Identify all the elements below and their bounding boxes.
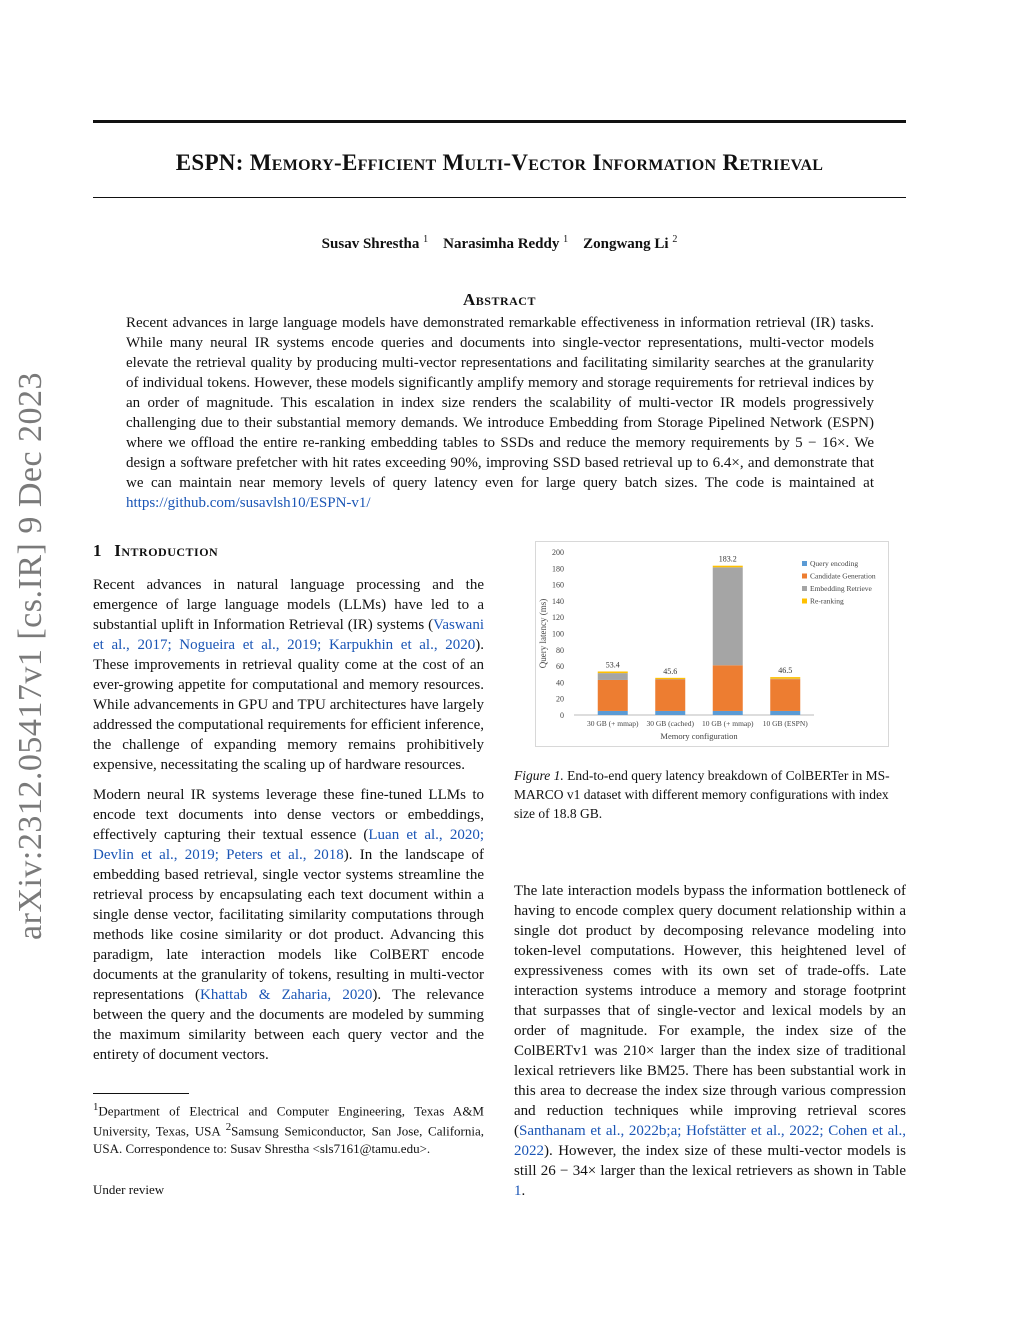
y-tick-label: 60: [556, 662, 564, 672]
intro-paragraph-2: Modern neural IR systems leverage these fine-tuned LLMs to encode text documents into dense vectors or embeddings, effectively capturing their textual essence (Luan et al., 2020; Devlin et al., 2019; Peters et al., 2018). In the landscape of embedding based retrieval, single vector systems streamline the retrieval process by encapsulating each text document within a single dense vector, facilitating similarity computations through methods like cosine similarity or dot product. Advancing this paradigm, late interaction models like ColBERT encode documents at the granularity of tokens, resulting in multi-vector representations (Khattab & Zaharia, 2020). The relevance between the query and the documents are modeled by summing the maximum similarity between each query vector and the entirety of document vectors.: [93, 787, 485, 1063]
legend-label: Embedding Retrieve: [810, 584, 872, 593]
y-tick-label: 120: [552, 613, 564, 623]
bar-total-label: 183.2: [718, 554, 737, 564]
x-axis-label: Memory configuration: [660, 731, 738, 741]
bar-total-label: 53.4: [605, 660, 620, 670]
citation-link[interactable]: Santhanam et al., 2022b;a; Hofstätter et al., 2022; Cohen et al., 2022: [514, 1123, 906, 1159]
y-tick-label: 100: [552, 629, 564, 639]
y-tick-label: 180: [552, 564, 564, 574]
title-bottom-rule: [93, 197, 906, 198]
y-tick-label: 80: [556, 645, 564, 655]
bar-total-label: 45.6: [663, 666, 678, 676]
x-tick-label: 10 GB (+ mmap): [701, 719, 754, 728]
bar-segment: [598, 680, 628, 711]
citation-link[interactable]: Vaswani et al., 2017; Nogueira et al., 2019; Karpukhin et al., 2020: [93, 617, 484, 653]
bar-segment: [598, 671, 628, 673]
citation-link[interactable]: Luan et al., 2020; Devlin et al., 2019; Peters et al., 2018: [93, 827, 484, 863]
code-link[interactable]: https://github.com/susavlsh10/ESPN-v1/: [126, 495, 371, 511]
bar-segment: [770, 711, 800, 715]
under-review-note: Under review: [93, 1182, 165, 1197]
y-tick-label: 0: [560, 711, 564, 720]
x-tick-label: 30 GB (cached): [646, 719, 694, 728]
latency-chart-svg: [536, 542, 888, 746]
title-top-rule: [93, 120, 906, 123]
author: Zongwang Li $^2$: [583, 234, 678, 252]
author-list: [93, 234, 906, 253]
section-heading: 1 Introduction: [93, 541, 219, 560]
bar-segment: [713, 665, 743, 711]
legend-label: Re-ranking: [810, 596, 844, 606]
paper-title: ESPN: Memory-Efficient Multi-Vector Information Retrieval: [175, 150, 824, 175]
citation-link[interactable]: Khattab & Zaharia, 2020: [200, 987, 373, 1003]
legend-label: Candidate Generation: [810, 571, 876, 581]
latency-chart: [535, 541, 889, 747]
bar-segment: [655, 678, 685, 679]
y-tick-label: 40: [556, 678, 564, 688]
bar-segment: [770, 677, 800, 679]
y-tick-label: 20: [556, 694, 564, 704]
bar-segment: [598, 673, 628, 680]
legend-swatch: [802, 599, 807, 604]
bar-total-label: 46.5: [778, 666, 793, 676]
bar-segment: [655, 711, 685, 715]
abstract-heading: Abstract: [463, 290, 536, 309]
left-column: [93, 575, 484, 1065]
y-tick-label: 160: [552, 580, 564, 590]
author: Susav Shrestha $^1$: [321, 234, 429, 252]
late-interaction-paragraph: The late interaction models bypass the information bottleneck of having to encode complex query document relationship within a single dot product by decomposing relevance modeling into token-level computations. However, this heightened level of expressiveness comes with its own set of trade-offs. Late interaction systems introduce a memory and storage footprint that surpasses that of single-vector and lexical models by an order of magnitude. For example, the index size of the ColBERTv1 was 210× larger than the index size of traditional lexical retrievers like BM25. There has been substantial work in this area to decrease the index size through various compression and reduction techniques while improving retrieval scores (Santhanam et al., 2022b;a; Hofstätter et al., 2022; Cohen et al., 2022). However, the index size of these multi-vector models is still 26 − 34× larger than the lexical retrievers as shown in Table 1.: [514, 883, 906, 1199]
x-tick-label: 30 GB (+ mmap): [586, 719, 639, 728]
bar-segment: [770, 679, 800, 711]
y-tick-label: 140: [552, 596, 564, 606]
x-tick-label: 10 GB (ESPN): [762, 719, 808, 728]
intro-paragraph-1: Recent advances in natural language processing and the emergence of large language models (LLMs) have led to a substantial uplift in Information Retrieval (IR) systems (Vaswani et al., 2017; Nogueira et al., 2019; Karpukhin et al., 2020). These improvements in retrieval quality come at the cost of an ever-growing appetite for computational and memory resources. While advancements in GPU and TPU architectures have largely addressed the computational requirements for efficient inference, the challenge of expanding memory remains prohibitively expensive, necessitating the scaling up of hardware resources.: [93, 577, 484, 773]
y-axis-label: Query latency (ms): [538, 598, 548, 669]
legend-swatch: [802, 574, 807, 579]
bar-segment: [598, 711, 628, 715]
bar-segment: [655, 679, 685, 710]
bar-segment: [713, 567, 743, 665]
right-column: [514, 881, 906, 1201]
bar-segment: [713, 566, 743, 568]
y-tick-label: 200: [552, 548, 564, 557]
legend-label: Query encoding: [810, 559, 859, 568]
figure-caption: Figure 1. End-to-end query latency breakdown of ColBERTer in MS-MARCO v1 dataset with different memory configurations with index size of 18.8 GB.: [514, 768, 890, 821]
bar-segment: [713, 711, 743, 715]
legend-swatch: [802, 586, 807, 591]
author: Narasimha Reddy $^1$: [443, 234, 569, 252]
arxiv-identifier: arXiv:2312.05417v1 [cs.IR] 9 Dec 2023: [12, 371, 49, 940]
table-reference-link[interactable]: 1: [514, 1183, 522, 1199]
footnote: $^1$Department of Electrical and Computer Engineering, Texas A&M University, Texas, USA $^2$Samsung Semiconductor, San Jose, California, USA. Correspondence to: Susav Shrestha <sls7161@tamu.edu>.: [93, 1101, 484, 1156]
footnote-rule: [93, 1093, 189, 1094]
legend-swatch: [802, 561, 807, 566]
abstract-body: Recent advances in large language models have demonstrated remarkable effectiveness in information retrieval (IR) tasks. While many neural IR systems encode queries and documents into single-vector representations, multi-vector models elevate the retrieval quality by producing multi-vector representations and facilitating similarity searches at the granularity of individual tokens. However, these models significantly amplify memory and storage requirements for retrieval indices by an order of magnitude. This escalation in index size renders the scalability of multi-vector IR models progressively challenging due to their substantial memory demands. We introduce Embedding from Storage Pipelined Network (ESPN) where we offload the entire re-ranking embedding tables to SSDs and reduce the memory requirements by 5 − 16×. We design a software prefetcher with hit rates exceeding 90%, improving SSD based retrieval up to 6.4×, and demonstrate that we can maintain near memory levels of query latency even for large query batch sizes. The code is maintained at https://github.com/susavlsh10/ESPN-v1/: [126, 315, 874, 511]
